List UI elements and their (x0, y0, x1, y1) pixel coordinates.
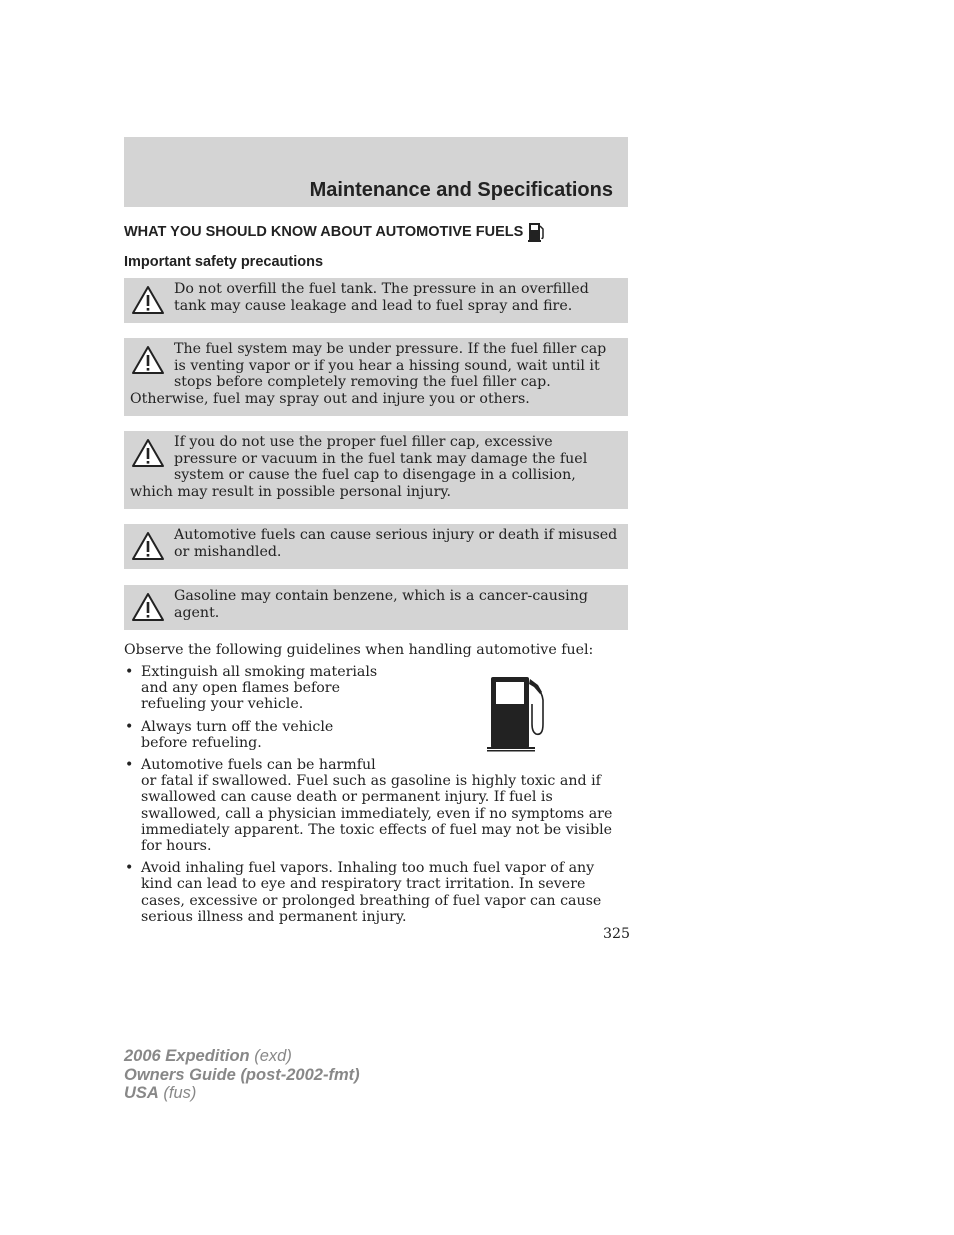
warning-box (124, 338, 628, 416)
warning-triangle-icon (131, 438, 165, 468)
subsection-title: Important safety precautions (124, 254, 324, 270)
page-number: 325 (603, 926, 631, 942)
bullet-symbol: • (125, 757, 134, 774)
list-item (124, 664, 628, 713)
fuel-pump-illustration-icon (486, 676, 550, 752)
warning-text: If you do not use the proper fuel filler cap, excessive pressure or vacuum in the fuel tank may damage the fuel system or cause the fuel cap to disengage in a collision, which may result in possible personal injury. (130, 434, 588, 500)
list-item (124, 719, 628, 751)
section-title-text: WHAT YOU SHOULD KNOW ABOUT AUTOMOTIVE FUELS (124, 224, 524, 240)
warning-text: Do not overfill the fuel tank. The pressure in an overfilled tank may cause leakage and lead to fuel spray and fire. (174, 281, 589, 314)
list-item-text: Avoid inhaling fuel vapors. Inhaling too much fuel vapor of any kind can lead to eye and respiratory tract irritation. In severe cases, excessive or prolonged breathing of fuel vapor can cause serious illness and permanent injury. (141, 860, 602, 925)
list-item-text: Extinguish all smoking materials and any open flames before refueling your vehicle. (141, 664, 378, 713)
footer-line-3 (124, 1084, 360, 1103)
footer-guide: Owners Guide (post-2002-fmt) (124, 1065, 360, 1084)
fuel-pump-icon (528, 222, 546, 242)
footer-region-code: (fus) (158, 1084, 197, 1102)
warning-box (124, 431, 628, 509)
warning-triangle-icon (131, 345, 165, 375)
bullet-symbol: • (125, 664, 134, 680)
footer-model-code: (exd) (249, 1047, 292, 1065)
warning-box (124, 278, 628, 323)
warning-triangle-icon (131, 531, 165, 561)
warning-triangle-icon (131, 285, 165, 315)
document-footer (124, 1047, 360, 1103)
bullet-symbol: • (125, 718, 134, 735)
guidelines-list (124, 664, 628, 931)
list-item-text: Automotive fuels can be harmful (141, 757, 376, 774)
warning-box (124, 585, 628, 630)
section-header-band (124, 137, 628, 207)
chapter-title: Maintenance and Specifications (309, 179, 613, 201)
warning-text: The fuel system may be under pressure. If the fuel filler cap is venting vapor or if you hear a hissing sound, wait until it stops before completely removing the fuel filler cap. Otherwise, fuel may spray out and injure you or others. (130, 341, 607, 407)
warning-triangle-icon (131, 592, 165, 622)
footer-line-1 (124, 1047, 360, 1066)
warning-text: Gasoline may contain benzene, which is a cancer-causing agent. (174, 588, 588, 621)
warning-text: Automotive fuels can cause serious injury or death if misused or mishandled. (174, 527, 618, 560)
bullet-symbol: • (125, 860, 134, 877)
footer-region: USA (124, 1084, 159, 1102)
section-title (124, 222, 546, 242)
list-item-text: or fatal if swallowed. Fuel such as gasoline is highly toxic and if swallowed can cause death or permanent injury. If fuel is swallowed, call a physician immediately, even if no symptoms are immediately apparent. The toxic effects of fuel may not be visible for hours. (141, 773, 613, 855)
list-item (124, 860, 628, 925)
footer-line-2 (124, 1066, 360, 1085)
list-item (124, 757, 628, 854)
guidelines-intro: Observe the following guidelines when handling automotive fuel: (124, 642, 594, 658)
footer-model: 2006 Expedition (124, 1047, 250, 1065)
warning-box (124, 524, 628, 569)
list-item-text: Always turn off the vehicle before refueling. (141, 718, 334, 751)
